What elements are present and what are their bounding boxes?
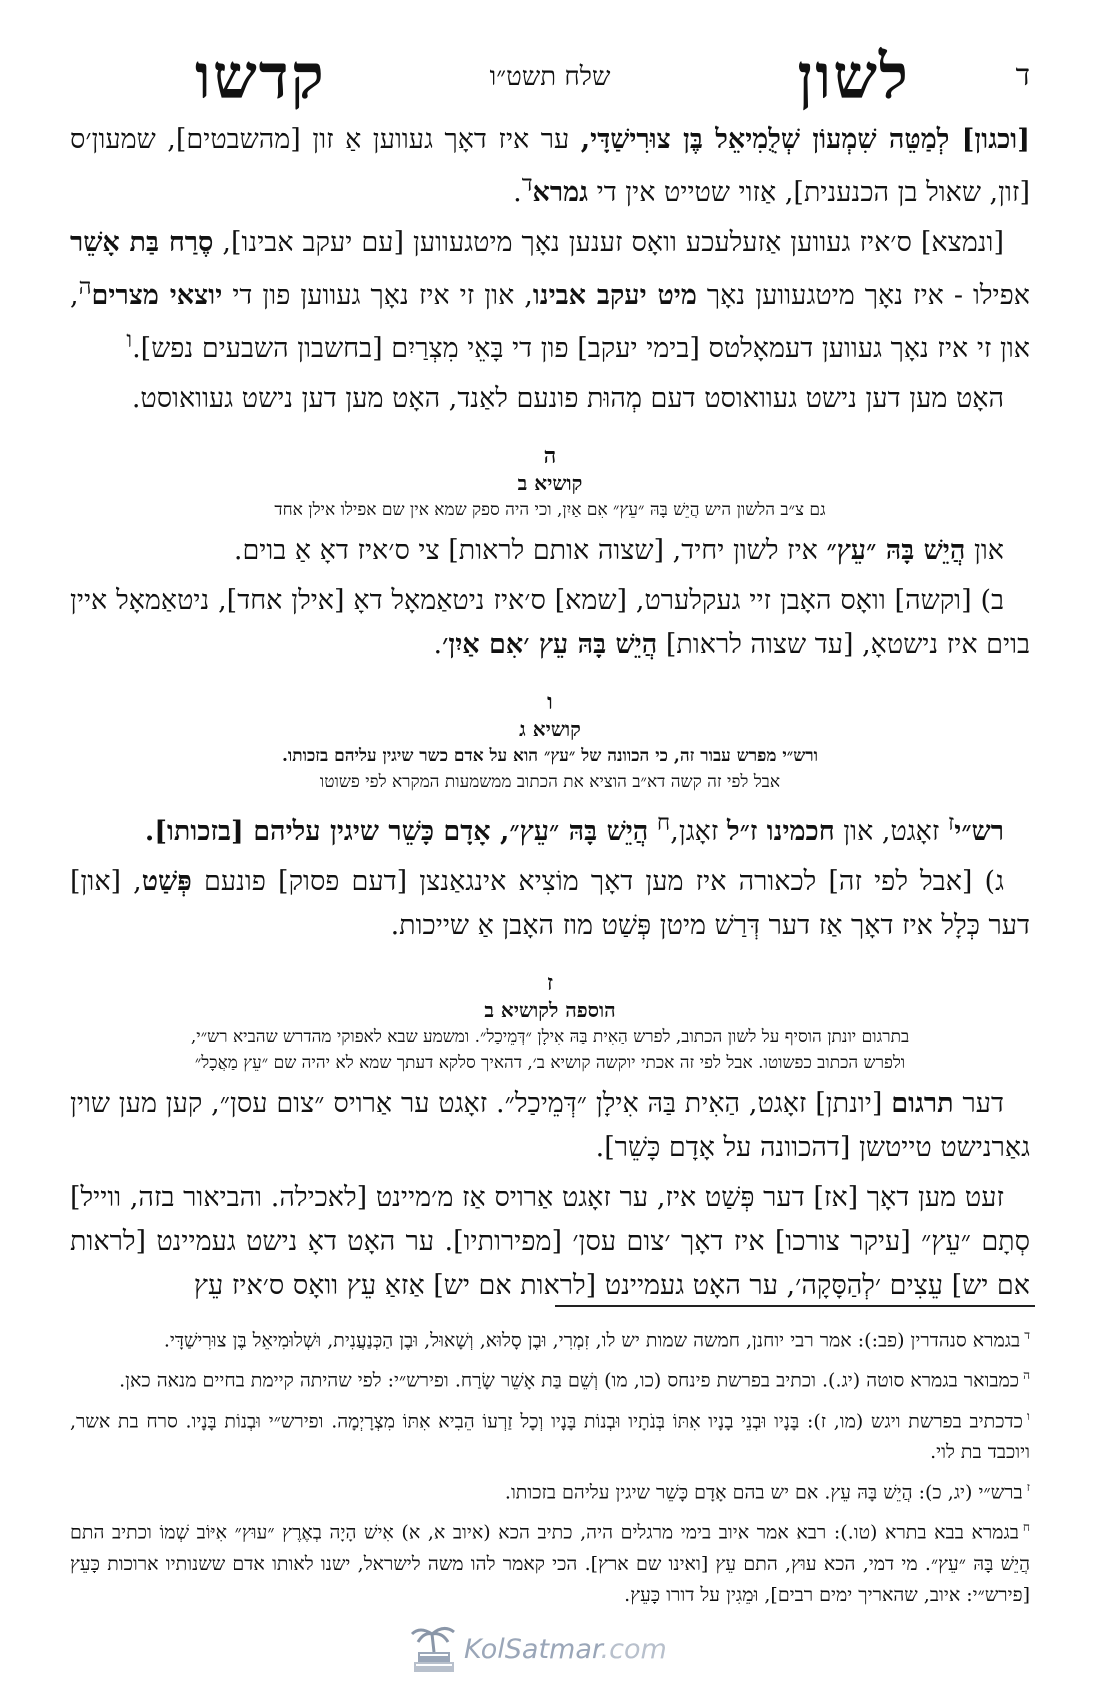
p5-verse: הֲיֵשׁ בָּהּ עֵץ ׳אִם אַיִן׳ (442, 629, 658, 660)
kolsatmar-logo (408, 1622, 667, 1680)
footnote-text: בגמרא סנהדרין (פב:): אמר רבי יוחנן, חמשה שמות יש לו, זִמְרִי, וּבֶן סָלוּא, וְשָׁאוּל, וּבֶן הַכְּנַעֲנִית, וּשְׁלוּמִיאֵל בֶּן צוּרִישַׁדָּי. (163, 1329, 1021, 1352)
p4-text-c: איז לשון יחיד, [שצוה אותם לראות] צי ס׳איז דאָ אַ בוים. (233, 535, 818, 566)
p7-pshat: פְּשַׁט (141, 866, 192, 897)
p5-end: . (433, 629, 443, 660)
footnote-divider (555, 1305, 1035, 1307)
paragraph-8 (70, 1082, 1030, 1170)
p4-text-a: און (974, 535, 1004, 566)
p8-targum: תרגום (891, 1088, 954, 1119)
header-title-left: קדשו (195, 40, 326, 113)
footnote-ref-he[interactable]: ה (78, 274, 92, 300)
section-he (70, 443, 1030, 523)
p6-chachamim: חכמינו ז״ל (726, 816, 835, 847)
footnote-text: כדכתיב בפרשת ויגש (מו, ז): בָּנָיו וּבְנֵי בָנָיו אִתּוֹ בְּנֹתָיו וּבְנוֹת בָּנָיו וְכָל זַרְעוֹ הֵבִיא אִתּוֹ מִצְרָיְמָה. ופירש״י וּבְנוֹת בָּנָיו. סרח בת אשר, ויוכבד בת לוי. (70, 1409, 1030, 1463)
footnote-mark: ד (1024, 1328, 1030, 1342)
paragraph-5 (70, 579, 1030, 667)
header-parsha: שלח תשט״ו (489, 62, 611, 92)
section-title: קושיא ב (517, 471, 583, 495)
paragraph-2 (70, 221, 1030, 371)
page-number: ד (1015, 58, 1030, 93)
footnote-item (70, 1320, 1030, 1356)
footnote-ref-ches[interactable]: ח (656, 810, 671, 836)
paragraph-3: האָט מען דען נישט געוואוסט דעם מְהוּת פונעם לאַנד, האָט מען דען נישט געוואוסט. (131, 383, 1004, 414)
p2-text-e: , און זי איז נאָך געווען פון די (232, 280, 533, 311)
palm-book-icon (408, 1622, 460, 1678)
footnote-text: בגמרא בבא בתרא (טו.): רבא אמר איוב בימי מרגלים היה, כתיב הכא (איוב א, א) אִישׁ הָיָה בְאֶרֶץ ״עוּץ״ אִיּוֹב שְׁמוֹ וכתיב התם הֲיֵשׁ בָּהּ ״עֵץ״. מי דמי, הכא עוּץ, התם עֵץ [ואינו שם ארץ]. הכי קאמר להו משה לישראל, ישנו לאותו אדם ששנותיו ארוכות כָּעֵץ [פירש״י: איוב, שהאריך ימים רבים], וּמֵגִין על דורו כָּעֵץ. (70, 1521, 1030, 1606)
p1-text: ער איז דאָך געווען אַ זון [מהשבטים], שמעון׳ס [זון, שאול בן הכנענית], אַזוי שטייט אין די (70, 124, 1030, 208)
footnote-ref-dalet[interactable]: ד (521, 171, 533, 197)
footnote-text: כמבואר בגמרא סוטה (יג.). וכתיב בפרשת פינחס (כו, מו) וְשֵׁם בַּת אָשֵׁר שָׂרַח. ופירש״י: לפי שהיתה קיימת בחיים מנאה כאן. (119, 1369, 1020, 1392)
p5-text-a: ב) [וקשה] וואָס האָבן זיי געקלערט, [שמא] ס׳איז ניטאַמאָל דאָ [אילן אחד], ניטאַמאָל איין בוים איז נישטאָ, [עד שצוה לראות] (70, 585, 1030, 660)
section-title: הוספה לקושיא ב (484, 998, 616, 1022)
footnote-mark: ז (1026, 1479, 1030, 1494)
logo-text (464, 1634, 667, 1665)
p6-rashi: רש״י (954, 816, 1004, 847)
paragraph-4 (70, 529, 1030, 573)
section-desc-2: ולפרש הכתוב כפשוטו. אבל לפי זה אכתי יוקשה קושיא ב׳, דהאיך סלקא דעתך שמא לא יהיה שם ״עֵץ מַאֲכָל״ (194, 1053, 906, 1073)
logo-domain: .com (600, 1634, 667, 1665)
paragraph-6 (70, 801, 1030, 854)
p6-verse: הֲיֵשׁ בָּהּ ״עֵץ״, אָדָם כָּשֵׁר שיגין עליהם [בזכותו]. (144, 816, 649, 847)
paragraph-9: זעט מען דאָך [אז] דער פְּשַׁט איז, ער זאָגט אַרויס אַז מ׳מיינט [לאכילה. והביאור בזה, ווייל] סְתָם ״עֵץ״ [עיקר צורכו] איז דאָך ׳צום עסן׳ [מפירותיו]. ער האָט דאָ נישט געמיינט [לראות אם יש] עֵצִים ׳לְהַסָּקָה׳, ער האָט געמיינט [לראות אם יש] אַזאַ עֵץ וואָס ס׳איז עֵץ (70, 1182, 1030, 1301)
p6-text-b: זאָגט, און (843, 816, 940, 847)
section-desc-1: ורש״י מפרש עבור זה, כי הכוונה של ״עץ״ הוא על אדם כשר שיגין עליהם בזכותו. (282, 746, 818, 766)
footnotes (70, 1320, 1030, 1615)
footnote-item (70, 1472, 1030, 1508)
p8-text-c: [יונתן] זאָגט, הַאִית בַּהּ אִילָן ״דְּמֵיכַל״. זאָגט ער אַרויס ״צום עסן״, קען מען שוין גאַרנישט טייטשן [דהכוונה על אָדָם כָּשֵׁר]. (70, 1088, 1030, 1163)
footnote-text: ברש״י (יג, כ): הֲיֵשׁ בָּהּ עֵץ. אם יש בהם אָדָם כָּשֵׁר שיגין עליהם בזכותו. (504, 1481, 1023, 1504)
section-desc-2: אבל לפי זה קשה דא״ב הוציא את הכתוב ממשמעות המקרא לפי פשוטו (319, 772, 781, 792)
p8-text-a: דער (962, 1088, 1004, 1119)
p2-serach: סֶרַח בַּת אָשֵׁר (70, 227, 214, 258)
section-number: ה (543, 443, 557, 469)
paragraph-7 (70, 860, 1030, 948)
p1-end: . (513, 177, 522, 208)
footnote-item (70, 1360, 1030, 1396)
section-desc: גם צ״ב הלשון היש הֲיֵשׁ בָּהּ ״עֵץ״ אִם אַיִן, וכי היה ספק שמא אין שם אפילו אילן אחד (274, 500, 826, 520)
p2-yotzei: יוצאי מצרים (91, 280, 223, 311)
footnote-ref-zayin[interactable]: ז (948, 810, 955, 836)
footnote-mark: ה (1023, 1368, 1030, 1383)
footnote-mark: ח (1022, 1520, 1030, 1535)
logo-name: KolSatmar (464, 1634, 601, 1665)
section-number: ו (547, 689, 553, 715)
section-vav (70, 689, 1030, 795)
section-desc-1: בתרגום יונתן הוסיף על לשון הכתוב, לפרש הַאִית בַּהּ אִילָן ״דְּמֵיכַל״. ומשמע שבא לאפוקי מהדרש שהביא רש״י, (190, 1027, 910, 1047)
p2-yaakov: מיט יעקב אבינו (532, 280, 697, 311)
section-title: קושיא ג (519, 717, 581, 741)
main-text (70, 118, 1030, 1308)
header-title-right: לשון (797, 40, 910, 113)
p7-text-a: ג) [אבל לפי זה] לכאורה איז מען דאָך מוֹצִיא אינגאַנצן [דעם פסוק] פונעם (203, 866, 1004, 897)
p2-text-c: אפילו - איז נאָך מיטגעווען נאָך (706, 280, 1030, 311)
p6-text-d: זאָגן, (670, 816, 719, 847)
section-number: ז (546, 970, 554, 996)
footnote-ref-vav[interactable]: ו (126, 327, 133, 353)
p1-gemara: גמרא (532, 177, 589, 208)
p2-text-a: [ונמצא] ס׳איז געווען אַזעלעכע וואָס זענען נאָך מיטגעווען [עם יעקב אבינו], (222, 227, 1004, 258)
footnote-item (70, 1401, 1030, 1468)
p2-text-g: , און זי איז נאָך געווען דעמאָלטס [בימי יעקב] פון די בָּאֵי מִצְרַיִם [בחשבון השבעים נפש]. (70, 280, 1030, 364)
section-zayin (70, 970, 1030, 1076)
page-header (70, 40, 1030, 113)
p1-verse: [וכגון] לְמַטֵּה שִׁמְעוֹן שְׁלֻמִיאֵל בֶּן צוּרִישַׁדָּי, (580, 124, 1030, 155)
paragraph-1 (70, 118, 1030, 215)
footnote-item (70, 1512, 1030, 1610)
p7-text-c: , [און] דער כְּלָל איז דאָך אַז דער דְּרַשׁ מיטן פְּשַׁט מוז האָבן אַ שייכות. (70, 866, 1030, 941)
p4-verse: הֲיֵשׁ בָּהּ ״עֵץ״ (826, 535, 966, 566)
footnote-mark: ו (1026, 1408, 1030, 1423)
